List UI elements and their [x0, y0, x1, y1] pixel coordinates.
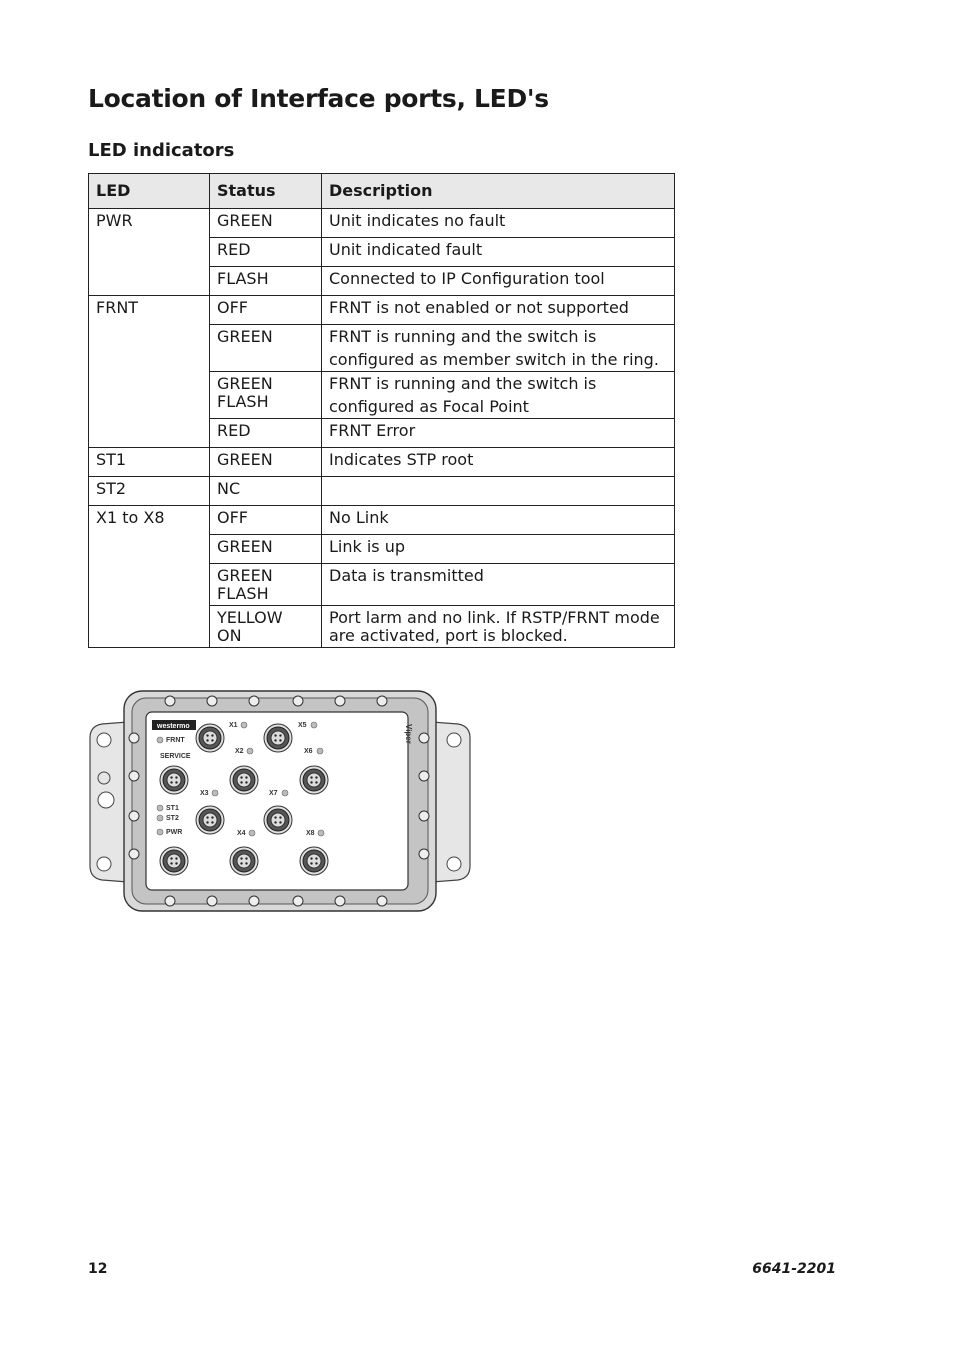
description-cell: Port larm and no link. If RSTP/FRNT mode are activated, port is blocked.	[322, 606, 675, 648]
table-row	[89, 448, 675, 477]
port-x7-connector	[264, 806, 292, 834]
section-title: LED indicators	[88, 140, 235, 161]
led-cell: PWR	[89, 209, 210, 296]
status-cell: NC	[210, 477, 322, 506]
table-row	[89, 506, 675, 535]
status-cell: RED	[210, 419, 322, 448]
led-pwr	[157, 829, 163, 835]
description-cell: Connected to IP Configuration tool	[322, 267, 675, 296]
x4-label: X4	[237, 830, 246, 837]
westermo-logo	[152, 720, 196, 730]
pwr-label: PWR	[166, 829, 183, 836]
page-number: 12	[88, 1261, 108, 1277]
port-x8-connector	[300, 847, 328, 875]
status-cell: FLASH	[210, 267, 322, 296]
description-cell	[322, 477, 675, 506]
frnt-label: FRNT	[166, 737, 185, 744]
status-cell: GREEN	[210, 448, 322, 477]
led-x8	[318, 830, 324, 836]
brand-label: westermo	[157, 723, 190, 730]
led-x2	[247, 748, 253, 754]
description-cell: Data is transmitted	[322, 564, 675, 606]
led-cell: X1 to X8	[89, 506, 210, 648]
description-cell: Unit indicates no fault	[322, 209, 675, 238]
status-cell	[210, 606, 322, 648]
led-x6	[317, 748, 323, 754]
port-pwr-connector	[160, 847, 188, 875]
description-cell: FRNT is not enabled or not supported	[322, 296, 675, 325]
description-cell: Indicates STP root	[322, 448, 675, 477]
port-x2-connector	[230, 766, 258, 794]
led-x3	[212, 790, 218, 796]
status-cell	[210, 564, 322, 606]
led-cell: ST1	[89, 448, 210, 477]
status-line: GREEN	[217, 566, 273, 585]
table-row	[89, 477, 675, 506]
status-cell: OFF	[210, 296, 322, 325]
x2-label: X2	[235, 748, 244, 755]
port-x4-connector	[230, 847, 258, 875]
table-row	[89, 209, 675, 238]
led-x7	[282, 790, 288, 796]
led-cell: ST2	[89, 477, 210, 506]
header-status: Status	[210, 174, 322, 209]
description-cell: FRNT Error	[322, 419, 675, 448]
led-frnt	[157, 737, 163, 743]
x5-label: X5	[298, 722, 307, 729]
st1-label: ST1	[166, 805, 179, 812]
port-x5-connector	[264, 724, 292, 752]
description-cell: Link is up	[322, 535, 675, 564]
led-st2	[157, 815, 163, 821]
x1-label: X1	[229, 722, 238, 729]
led-x4	[249, 830, 255, 836]
port-service-connector	[160, 766, 188, 794]
led-x1	[241, 722, 247, 728]
status-cell	[210, 372, 322, 419]
status-line: FLASH	[217, 392, 269, 411]
port-x1-connector	[196, 724, 224, 752]
description-cell: FRNT is running and the switch is configured as Focal Point	[322, 372, 675, 419]
description-cell: FRNT is running and the switch is configured as member switch in the ring.	[322, 325, 675, 372]
x7-label: X7	[269, 790, 278, 797]
status-cell: GREEN	[210, 535, 322, 564]
header-description: Description	[322, 174, 675, 209]
status-cell: GREEN	[210, 325, 322, 372]
description-cell: Unit indicated fault	[322, 238, 675, 267]
led-indicators-table	[88, 173, 675, 648]
led-cell: FRNT	[89, 296, 210, 448]
status-line: ON	[217, 626, 242, 645]
table-row	[89, 296, 675, 325]
status-line: YELLOW	[217, 608, 283, 627]
page-title: Location of Interface ports, LED's	[88, 84, 549, 113]
x3-label: X3	[200, 790, 209, 797]
led-x5	[311, 722, 317, 728]
description-cell: No Link	[322, 506, 675, 535]
status-cell: OFF	[210, 506, 322, 535]
device-front-panel-illustration	[88, 688, 472, 914]
x6-label: X6	[304, 748, 313, 755]
service-label: SERVICE	[160, 753, 191, 760]
led-st1	[157, 805, 163, 811]
port-x3-connector	[196, 806, 224, 834]
status-line: GREEN	[217, 374, 273, 393]
table-header-row	[89, 174, 675, 209]
port-x6-connector	[300, 766, 328, 794]
model-label: Viper	[404, 724, 413, 744]
status-line: FLASH	[217, 584, 269, 603]
document-number: 6641-2201	[752, 1261, 836, 1277]
status-cell: RED	[210, 238, 322, 267]
header-led: LED	[89, 174, 210, 209]
st2-label: ST2	[166, 815, 179, 822]
status-cell: GREEN	[210, 209, 322, 238]
x8-label: X8	[306, 830, 315, 837]
